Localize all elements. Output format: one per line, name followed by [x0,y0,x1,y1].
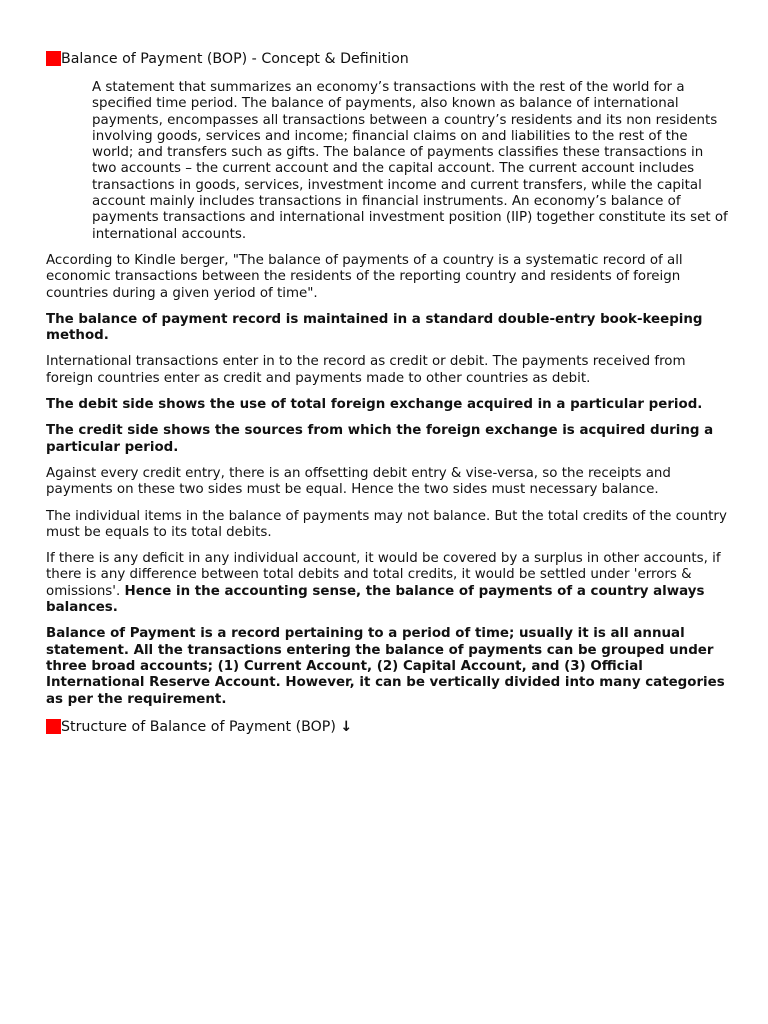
credit-side-paragraph: The credit side shows the sources from which the foreign exchange is acquired during a particular period. [46,423,714,455]
credit-debit-paragraph: International transactions enter in to the record as credit or debit. The payments received from foreign countries enter as credit and payments made to other countries as debit. [46,354,686,386]
document-body [46,50,730,748]
section-heading-text: Balance of Payment (BOP) - Concept & Definition [61,51,409,67]
record-period-paragraph: Balance of Payment is a record pertaining to a period of time; usually it is all annual statement. All the transactions entering the balance of payments can be grouped under three broad accounts; (1) Current Account, (2) Capital Account, and (3) Official International Reserve Account. However, it can be vertically divided into many categories as per the requirement. [46,626,725,707]
definition-blockquote: A statement that summarizes an economy’s transactions with the rest of the world for a specified time period. The balance of payments, also known as balance of international payments, encompasses all transactions between a country’s residents and its non residents involving goods, services and income; financial claims on and liabilities to the rest of the world; and transfers such as gifts. The balance of payments classifies these transactions in two accounts – the current account and the capital account. The current account includes transactions in goods, services, investment income and current transfers, while the capital account mainly includes transactions in financial instruments. An economy’s balance of payments transactions and international investment position (IIP) together constitute its set of international accounts. [92,80,728,242]
deficit-emphasis: Hence in the accounting sense, the balance of payments of a country always balances. [46,583,705,616]
deficit-text: If there is any deficit in any individual account, it would be covered by a surplus in other accounts, if there is any difference between total debits and total credits, it would be settled under 'errors & omissions'. [46,551,721,599]
kindleberger-paragraph: According to Kindle berger, "The balance of payments of a country is a systematic record of all economic transactions between the residents of the reporting country and residents of foreign countries during a given yeriod of time". [46,252,683,301]
section-heading-text: Structure of Balance of Payment (BOP) [61,718,336,735]
debit-side-paragraph: The debit side shows the use of total foreign exchange acquired in a particular period. [46,397,703,413]
down-arrow-icon[interactable]: ↓ [340,718,353,735]
red-square-bullet-icon [46,51,61,66]
deficit-paragraph [46,551,730,616]
double-entry-paragraph: The balance of payment record is maintained in a standard double-entry book-keeping method. [46,311,703,344]
section-heading-concept [46,50,730,68]
red-square-bullet-icon [46,719,61,734]
individual-items-paragraph: The individual items in the balance of payments may not balance. But the total credits of the country must be equals to its total debits. [46,508,727,540]
section-heading-structure[interactable] [46,718,730,736]
offsetting-paragraph: Against every credit entry, there is an offsetting debit entry & vise-versa, so the receipts and payments on these two sides must be equal. Hence the two sides must necessary balance. [46,465,671,498]
